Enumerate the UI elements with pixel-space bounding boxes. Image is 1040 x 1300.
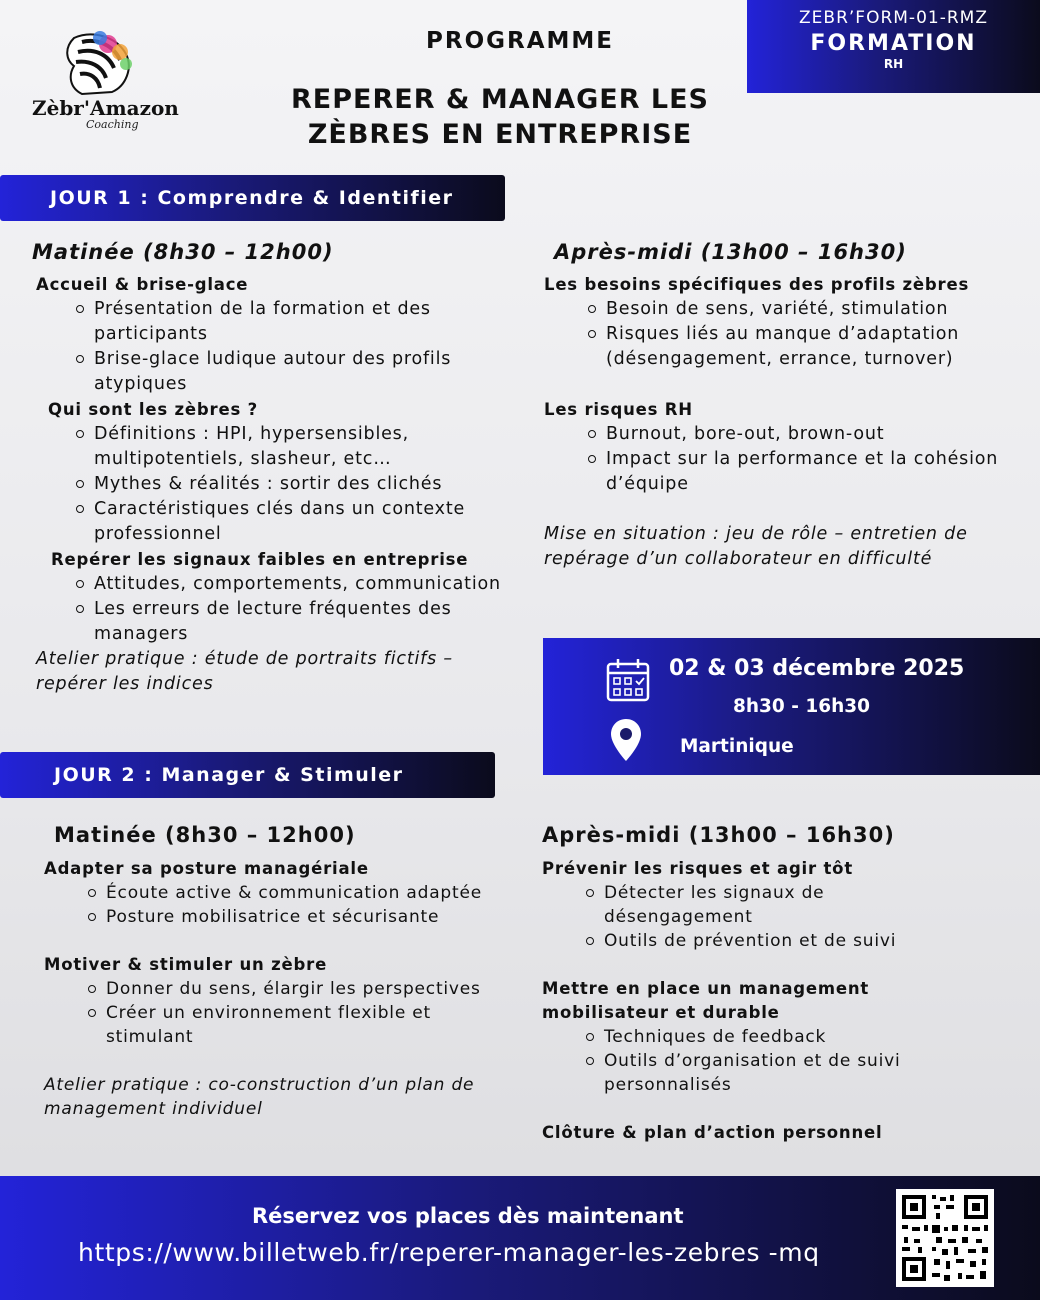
formation-badge [747, 0, 1040, 93]
list-item: Détecter les signaux de désengagement [604, 881, 854, 929]
list-item: Besoin de sens, variété, stimulation [606, 297, 1014, 322]
booking-link[interactable]: https://www.billetweb.fr/reperer-manager-les-zebres -mq [78, 1238, 820, 1267]
location-pin-icon [610, 718, 642, 762]
rh-label: RH [883, 57, 904, 71]
day2-afternoon-heading: Après-midi (13h00 – 16h30) [542, 823, 895, 847]
day1-banner: JOUR 1 : Comprendre & Identifier [0, 175, 505, 221]
section-title: Les besoins spécifiques des profils zèbres [544, 275, 970, 294]
list-item: Brise-glace ludique autour des profils atypiques [94, 347, 512, 397]
list-item: Burnout, bore-out, brown-out [606, 422, 1014, 447]
bullet-list [544, 297, 1014, 372]
list-item: Outils de prévention et de suivi [604, 929, 1012, 953]
bullet-list [32, 297, 512, 397]
bullet-list [44, 881, 524, 929]
workshop-note: Atelier pratique : co-construction d’un plan de management individuel [44, 1075, 475, 1119]
day2-afternoon [542, 823, 1012, 1145]
list-item: Techniques de feedback [604, 1025, 1012, 1049]
day1-morning-heading: Matinée (8h30 – 12h00) [32, 240, 334, 264]
bullet-list [32, 572, 512, 647]
day1-afternoon-heading: Après-midi (13h00 – 16h30) [554, 240, 907, 264]
reference-code: ZEBR’FORM-01-RMZ [799, 8, 988, 28]
bullet-list [542, 1025, 1012, 1097]
section-title: Les risques RH [544, 400, 693, 419]
qr-code-icon [896, 1189, 994, 1287]
day2-morning-heading: Matinée (8h30 – 12h00) [54, 823, 356, 847]
title-line-1: REPERER & MANAGER LES [291, 84, 709, 115]
event-hours: 8h30 - 16h30 [733, 696, 871, 717]
day1-afternoon [544, 240, 1014, 572]
list-item: Écoute active & communication adaptée [106, 881, 524, 905]
programme-label: PROGRAMME [426, 28, 614, 54]
closing-title: Clôture & plan d’action personnel [542, 1123, 883, 1142]
section-title: Repérer les signaux faibles en entreprise [51, 550, 469, 569]
list-item: Présentation de la formation et des participants [94, 297, 512, 347]
list-item: Posture mobilisatrice et sécurisante [106, 905, 524, 929]
section-title: Adapter sa posture managériale [44, 859, 369, 878]
event-location: Martinique [680, 736, 794, 757]
list-item: Créer un environnement flexible et stimulant [106, 1001, 524, 1049]
list-item: Définitions : HPI, hypersensibles, multipotentiels, slasheur, etc… [94, 422, 512, 472]
day1-morning [32, 240, 512, 697]
formation-label: FORMATION [810, 31, 977, 56]
list-item: Risques liés au manque d’adaptation (désengagement, errance, turnover) [606, 322, 1014, 372]
list-item: Impact sur la performance et la cohésion d’équipe [606, 447, 1014, 497]
calendar-icon [606, 658, 650, 702]
day2-morning [44, 823, 524, 1121]
list-item: Mythes & réalités : sortir des clichés [94, 472, 512, 497]
section-title: Mettre en place un management mobilisateur et durable [542, 979, 870, 1022]
section-title: Accueil & brise-glace [36, 275, 249, 294]
list-item: Les erreurs de lecture fréquentes des managers [94, 597, 512, 647]
zebra-head-icon [34, 30, 144, 105]
bullet-list [544, 422, 1014, 497]
roleplay-note: Mise en situation : jeu de rôle – entretien de repérage d’un collaborateur en difficulté [544, 524, 968, 569]
day2-banner: JOUR 2 : Manager & Stimuler [0, 752, 495, 798]
footer [0, 1176, 1040, 1300]
title-line-2: ZÈBRES EN ENTREPRISE [307, 119, 693, 150]
qr-code[interactable] [896, 1189, 994, 1287]
event-info-box [543, 638, 1040, 775]
list-item: Outils d’organisation et de suivi personnalisés [604, 1049, 934, 1097]
list-item: Caractéristiques clés dans un contexte professionnel [94, 497, 512, 547]
bullet-list [44, 977, 524, 1049]
brand-name: Zèbr'Amazon [32, 96, 179, 120]
brand-tagline: Coaching [86, 118, 139, 131]
event-dates: 02 & 03 décembre 2025 [669, 656, 965, 681]
section-title: Prévenir les risques et agir tôt [542, 859, 854, 878]
workshop-note: Atelier pratique : étude de portraits fictifs – repérer les indices [36, 649, 453, 694]
bullet-list [542, 881, 1012, 953]
section-title: Qui sont les zèbres ? [48, 400, 258, 419]
bullet-list [32, 422, 512, 547]
list-item: Donner du sens, élargir les perspectives [106, 977, 524, 1001]
section-title: Motiver & stimuler un zèbre [44, 955, 328, 974]
brand-logo [28, 30, 188, 140]
list-item: Attitudes, comportements, communication [94, 572, 512, 597]
reservation-cta: Réservez vos places dès maintenant [252, 1204, 684, 1228]
page-title [260, 82, 740, 152]
